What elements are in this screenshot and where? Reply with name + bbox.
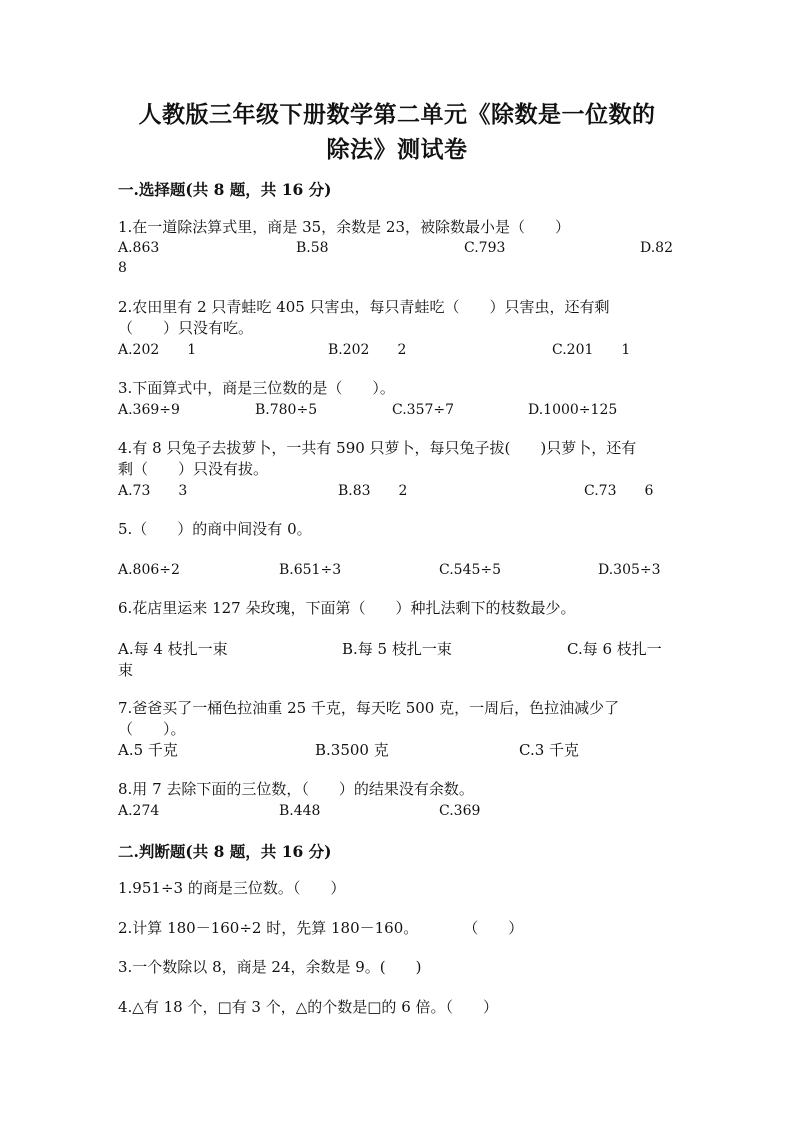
- option: A.863: [118, 240, 160, 256]
- option: B.202 2: [328, 342, 407, 358]
- option: A.806÷2: [118, 562, 180, 578]
- option: A.202 1: [118, 342, 197, 358]
- option: A.73 3: [118, 483, 188, 499]
- option: B.780÷5: [255, 402, 318, 418]
- question-5: 5.（ ）的商中间没有 0。: [118, 520, 312, 538]
- section-heading-choice: 一.选择题(共 8 题，共 16 分): [118, 180, 332, 199]
- option: C.793: [464, 240, 506, 256]
- option: A.每 4 枝扎一束: [118, 640, 228, 658]
- option: C.545÷5: [439, 562, 502, 578]
- page-title-line-1: 人教版三年级下册数学第二单元《除数是一位数的: [138, 101, 656, 128]
- option: D.82: [640, 240, 673, 256]
- judge-question-3: 3.一个数除以 8，商是 24，余数是 9。( ): [118, 958, 422, 976]
- option: A.274: [118, 803, 160, 819]
- option: B.651÷3: [279, 562, 342, 578]
- option: A.5 千克: [118, 741, 178, 759]
- option-wrap: 8: [118, 260, 127, 276]
- section-heading-judge: 二.判断题(共 8 题，共 16 分): [118, 842, 332, 861]
- option: B.3500 克: [315, 741, 389, 759]
- question-1: 1.在一道除法算式里，商是 35，余数是 23，被除数最小是（ ）: [118, 218, 571, 236]
- question-6: 6.花店里运来 127 朵玫瑰，下面第（ ）种扎法剩下的枝数最少。: [118, 599, 576, 617]
- question-7-line-1: 7.爸爸买了一桶色拉油重 25 千克，每天吃 500 克，一周后，色拉油减少了: [118, 699, 620, 717]
- judge-question-2: 2.计算 180－160÷2 时，先算 180－160。 （ ）: [118, 919, 524, 937]
- option: A.369÷9: [118, 402, 180, 418]
- option: C.201 1: [552, 342, 631, 358]
- option-wrap: 束: [118, 661, 134, 679]
- judge-question-1: 1.951÷3 的商是三位数。（ ）: [118, 879, 346, 897]
- option: C.73 6: [584, 483, 654, 499]
- option: D.1000÷125: [528, 402, 618, 418]
- option: B.58: [296, 240, 329, 256]
- option: B.83 2: [338, 483, 408, 499]
- question-3: 3.下面算式中，商是三位数的是（ ）。: [118, 379, 395, 397]
- option: C.369: [439, 803, 481, 819]
- question-7-line-2: （ ）。: [118, 720, 186, 738]
- question-8: 8.用 7 去除下面的三位数，（ ）的结果没有余数。: [118, 780, 474, 798]
- judge-question-4: 4.△有 18 个，□有 3 个，△的个数是□的 6 倍。（ ）: [118, 998, 499, 1016]
- option: B.每 5 枝扎一束: [342, 640, 452, 658]
- question-2-line-2: （ ）只没有吃。: [118, 319, 254, 337]
- option: B.448: [279, 803, 321, 819]
- option: C.357÷7: [392, 402, 455, 418]
- option: C.3 千克: [519, 741, 580, 759]
- question-2-line-1: 2.农田里有 2 只青蛙吃 405 只害虫，每只青蛙吃（ ）只害虫，还有剩: [118, 298, 610, 316]
- option: C.每 6 枝扎一: [567, 640, 662, 658]
- question-4-line-2: 剩（ ）只没有拔。: [118, 460, 269, 478]
- page-title-line-2: 除法》测试卷: [326, 136, 468, 163]
- option: D.305÷3: [598, 562, 661, 578]
- question-4-line-1: 4.有 8 只兔子去拔萝卜，一共有 590 只萝卜，每只兔子拔( )只萝卜，还有: [118, 439, 637, 457]
